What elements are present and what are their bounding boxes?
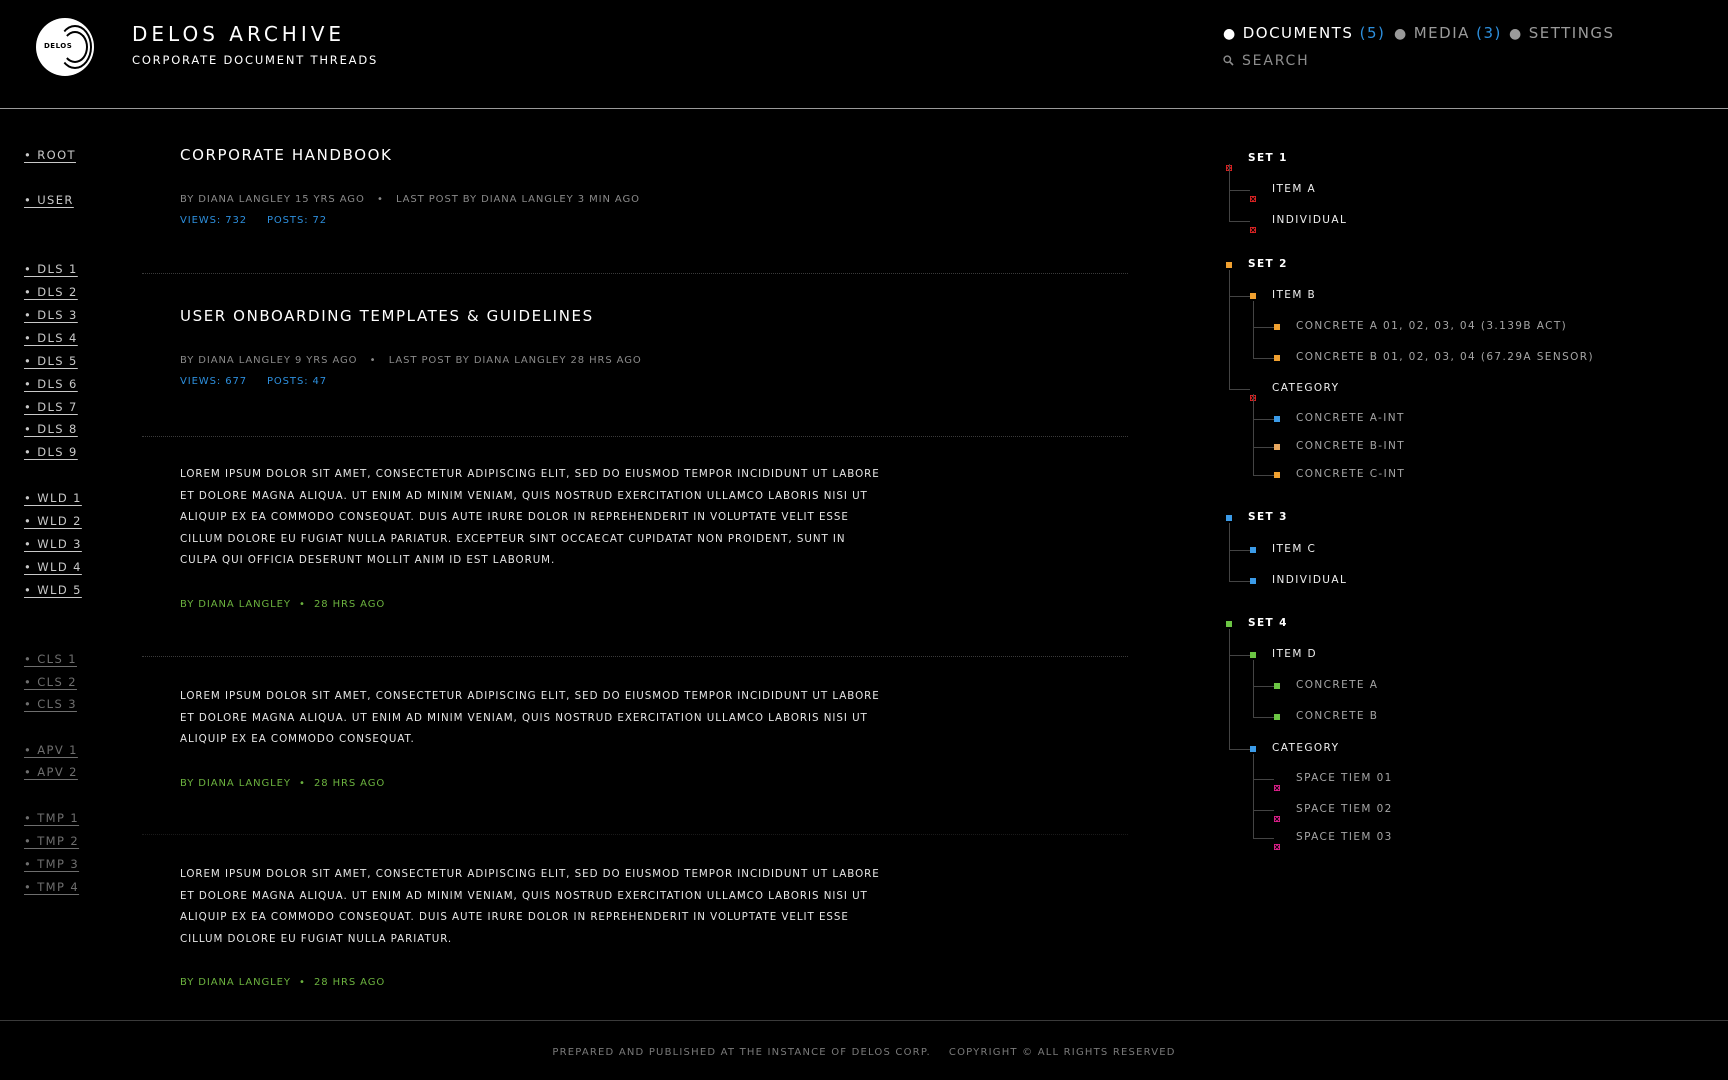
tree-item-label[interactable]: ITEM A bbox=[1272, 183, 1317, 195]
square-marker-icon bbox=[1226, 621, 1232, 627]
square-marker-icon bbox=[1250, 547, 1256, 553]
close-marker-icon bbox=[1250, 187, 1256, 193]
square-marker-icon bbox=[1226, 262, 1232, 268]
thread-meta: BY DIANA LANGLEY 15 YRS AGO • LAST POST BY DIANA LANGLEY 3 MIN AGO bbox=[180, 194, 640, 205]
thread-title[interactable]: USER ONBOARDING TEMPLATES & GUIDELINES bbox=[180, 307, 594, 325]
search-icon bbox=[1223, 55, 1234, 66]
square-marker-icon bbox=[1226, 515, 1232, 521]
tree-item-label[interactable]: CONCRETE B 01, 02, 03, 04 (67.29A SENSOR) bbox=[1296, 351, 1594, 363]
tree-connector-line bbox=[1229, 749, 1250, 750]
nav-bullet-icon: ● bbox=[1509, 26, 1523, 42]
logo-text: DELOS bbox=[44, 42, 73, 50]
sidebar-item-apv-1[interactable]: • APV 1 bbox=[24, 743, 78, 757]
square-marker-icon bbox=[1274, 714, 1280, 720]
square-marker-icon bbox=[1250, 578, 1256, 584]
delos-logo[interactable] bbox=[36, 18, 94, 76]
square-marker-icon bbox=[1274, 472, 1280, 478]
square-marker-icon bbox=[1274, 683, 1280, 689]
tree-connector-line bbox=[1253, 394, 1254, 475]
sidebar-item-dls-7[interactable]: • DLS 7 bbox=[24, 400, 78, 414]
search-input[interactable] bbox=[1223, 53, 1309, 69]
tree-connector-line bbox=[1253, 779, 1274, 780]
sidebar-item-dls-1[interactable]: • DLS 1 bbox=[24, 262, 78, 276]
close-marker-icon bbox=[1274, 807, 1280, 813]
search-placeholder: SEARCH bbox=[1242, 53, 1310, 69]
thread-views: VIEWS: 677 bbox=[180, 376, 247, 387]
tree-item-label[interactable]: CONCRETE A-INT bbox=[1296, 412, 1405, 424]
tree-connector-line bbox=[1253, 717, 1274, 718]
square-marker-icon bbox=[1274, 416, 1280, 422]
thread-stats bbox=[180, 215, 327, 226]
tree-connector-line bbox=[1253, 475, 1274, 476]
tree-item-label[interactable]: INDIVIDUAL bbox=[1272, 214, 1348, 226]
tree-item-label[interactable]: ITEM B bbox=[1272, 289, 1317, 301]
tree-item-label[interactable]: CONCRETE B bbox=[1296, 710, 1379, 722]
sidebar-item-cls-3[interactable]: • CLS 3 bbox=[24, 697, 77, 711]
footer-copyright: COPYRIGHT © ALL RIGHTS RESERVED bbox=[948, 1047, 1176, 1058]
sidebar-item-dls-4[interactable]: • DLS 4 bbox=[24, 331, 78, 345]
nav-settings[interactable] bbox=[1509, 24, 1615, 42]
sidebar-item-dls-9[interactable]: • DLS 9 bbox=[24, 445, 78, 459]
sidebar-item-wld-1[interactable]: • WLD 1 bbox=[24, 491, 82, 505]
tree-connector-line bbox=[1229, 190, 1250, 191]
post-meta: BY DIANA LANGLEY • 28 HRS AGO bbox=[180, 778, 386, 789]
tree-connector-line bbox=[1253, 447, 1274, 448]
app-title: DELOS ARCHIVE bbox=[132, 22, 346, 46]
footer-published: PREPARED AND PUBLISHED AT THE INSTANCE OF DELOS CORP. bbox=[552, 1047, 931, 1058]
sidebar-item-root[interactable]: • ROOT bbox=[24, 148, 76, 162]
post-meta: BY DIANA LANGLEY • 28 HRS AGO bbox=[180, 977, 386, 988]
sidebar-item-tmp-3[interactable]: • TMP 3 bbox=[24, 857, 80, 871]
tree-connector-line bbox=[1229, 296, 1250, 297]
tree-connector-line bbox=[1253, 754, 1254, 838]
nav-documents-label: DOCUMENTS bbox=[1242, 24, 1354, 42]
tree-connector-line bbox=[1253, 810, 1274, 811]
tree-connector-line bbox=[1253, 686, 1274, 687]
thread-meta: BY DIANA LANGLEY 9 YRS AGO • LAST POST BY DIANA LANGLEY 28 HRS AGO bbox=[180, 355, 642, 366]
nav-media-label: MEDIA bbox=[1413, 24, 1470, 42]
sidebar-item-wld-4[interactable]: • WLD 4 bbox=[24, 560, 82, 574]
thread-stats bbox=[180, 376, 327, 387]
post-body: LOREM IPSUM DOLOR SIT AMET, CONSECTETUR ADIPISCING ELIT, SED DO EIUSMOD TEMPOR INCIDIDUNT UT LABORE ET DOLORE MAGNA ALIQUA. UT ENIM AD MINIM VENIAM, QUIS NOSTRUD EXERCITATION ULLAMCO LABORIS NISI UT ALIQUIP EX EA COMMODO CONSEQUAT. DUIS AUTE IRURE DOLOR IN REPREHENDERIT IN VOLUPTATE VELIT ESSE CILLUM DOLORE EU FUGIAT NULLA PARIATUR. EXCEPTEUR SINT OCCAECAT CUPIDATAT NON PROIDENT, SUNT IN CULPA QUI OFFICIA DESERUNT MOLLIT ANIM ID EST LABORUM. bbox=[180, 468, 880, 567]
tree-connector-line bbox=[1229, 550, 1250, 551]
sidebar-item-wld-2[interactable]: • WLD 2 bbox=[24, 514, 82, 528]
close-marker-icon bbox=[1274, 835, 1280, 841]
tree-connector-line bbox=[1229, 221, 1250, 222]
tree-item-label[interactable]: CONCRETE C-INT bbox=[1296, 468, 1406, 480]
nav-bullet-icon: ● bbox=[1394, 26, 1408, 42]
tree-item-label[interactable]: SPACE TIEM 01 bbox=[1296, 772, 1393, 784]
tree-connector-line bbox=[1229, 655, 1250, 656]
header-divider bbox=[0, 108, 1728, 109]
thread-posts: POSTS: 72 bbox=[266, 215, 328, 226]
tree-item-label[interactable]: SPACE TIEM 03 bbox=[1296, 831, 1393, 843]
sidebar-item-tmp-1[interactable]: • TMP 1 bbox=[24, 811, 80, 825]
sidebar-item-user[interactable]: • USER bbox=[24, 193, 74, 207]
tree-connector-line bbox=[1229, 523, 1230, 581]
sidebar-item-wld-3[interactable]: • WLD 3 bbox=[24, 537, 82, 551]
close-marker-icon bbox=[1226, 156, 1232, 162]
close-marker-icon bbox=[1250, 386, 1256, 392]
sidebar-item-cls-2[interactable]: • CLS 2 bbox=[24, 675, 77, 689]
tree-item-label[interactable]: CONCRETE A 01, 02, 03, 04 (3.139B ACT) bbox=[1296, 320, 1568, 332]
sidebar-item-dls-3[interactable]: • DLS 3 bbox=[24, 308, 78, 322]
nav-bullet-icon: ● bbox=[1223, 26, 1237, 42]
sidebar-item-dls-6[interactable]: • DLS 6 bbox=[24, 377, 78, 391]
logo-ring-outer bbox=[58, 25, 92, 69]
tree-connector-line bbox=[1229, 270, 1230, 389]
nav-media-count: (3) bbox=[1476, 24, 1502, 42]
tree-item-label[interactable]: CATEGORY bbox=[1272, 742, 1340, 754]
tree-item-label[interactable]: CATEGORY bbox=[1272, 382, 1340, 394]
tree-item-label[interactable]: INDIVIDUAL bbox=[1272, 574, 1348, 586]
sidebar-item-tmp-4[interactable]: • TMP 4 bbox=[24, 880, 80, 894]
tree-connector-line bbox=[1229, 164, 1230, 221]
divider bbox=[142, 436, 1128, 437]
tree-item-label[interactable]: SET 4 bbox=[1248, 617, 1288, 629]
square-marker-icon bbox=[1274, 444, 1280, 450]
tree-connector-line bbox=[1253, 660, 1254, 717]
nav-media[interactable] bbox=[1394, 24, 1502, 42]
divider bbox=[142, 273, 1128, 274]
sidebar-item-apv-2[interactable]: • APV 2 bbox=[24, 765, 78, 779]
square-marker-icon bbox=[1250, 652, 1256, 658]
sidebar-item-tmp-2[interactable]: • TMP 2 bbox=[24, 834, 80, 848]
nav-documents[interactable] bbox=[1223, 24, 1385, 42]
divider bbox=[142, 656, 1128, 657]
sidebar-item-dls-5[interactable]: • DLS 5 bbox=[24, 354, 78, 368]
post-body: LOREM IPSUM DOLOR SIT AMET, CONSECTETUR ADIPISCING ELIT, SED DO EIUSMOD TEMPOR INCIDIDUNT UT LABORE ET DOLORE MAGNA ALIQUA. UT ENIM AD MINIM VENIAM, QUIS NOSTRUD EXERCITATION ULLAMCO LABORIS NISI UT ALIQUIP EX EA COMMODO CONSEQUAT. DUIS AUTE IRURE DOLOR IN REPREHENDERIT IN VOLUPTATE VELIT ESSE CILLUM DOLORE EU FUGIAT NULLA PARIATUR. bbox=[180, 868, 880, 945]
tree-connector-line bbox=[1253, 838, 1274, 839]
footer bbox=[0, 1047, 1728, 1058]
sidebar-item-cls-1[interactable]: • CLS 1 bbox=[24, 652, 77, 666]
square-marker-icon bbox=[1250, 746, 1256, 752]
close-marker-icon bbox=[1274, 776, 1280, 782]
tree-connector-line bbox=[1229, 629, 1230, 749]
thread-posts: POSTS: 47 bbox=[266, 376, 328, 387]
square-marker-icon bbox=[1250, 293, 1256, 299]
tree-connector-line bbox=[1253, 327, 1274, 328]
tree-item-label[interactable]: SET 2 bbox=[1248, 258, 1288, 270]
tree-item-label[interactable]: SET 1 bbox=[1248, 152, 1288, 164]
tree-connector-line bbox=[1253, 358, 1274, 359]
tree-connector-line bbox=[1229, 581, 1250, 582]
nav-settings-label: SETTINGS bbox=[1528, 24, 1615, 42]
sidebar-item-dls-8[interactable]: • DLS 8 bbox=[24, 422, 78, 436]
sidebar-item-wld-5[interactable]: • WLD 5 bbox=[24, 583, 82, 597]
tree-item-label[interactable]: SPACE TIEM 02 bbox=[1296, 803, 1393, 815]
post-body: LOREM IPSUM DOLOR SIT AMET, CONSECTETUR ADIPISCING ELIT, SED DO EIUSMOD TEMPOR INCIDIDUNT UT LABORE ET DOLORE MAGNA ALIQUA. UT ENIM AD MINIM VENIAM, QUIS NOSTRUD EXERCITATION ULLAMCO LABORIS NISI UT ALIQUIP EX EA COMMODO CONSEQUAT. bbox=[180, 690, 880, 746]
tree-item-label[interactable]: SET 3 bbox=[1248, 511, 1288, 523]
square-marker-icon bbox=[1274, 355, 1280, 361]
tree-item-label[interactable]: CONCRETE B-INT bbox=[1296, 440, 1406, 452]
post-meta: BY DIANA LANGLEY • 28 HRS AGO bbox=[180, 599, 386, 610]
thread-views: VIEWS: 732 bbox=[180, 215, 247, 226]
tree-item-label[interactable]: CONCRETE A bbox=[1296, 679, 1379, 691]
footer-divider bbox=[0, 1020, 1728, 1021]
divider bbox=[142, 834, 1128, 835]
app-subtitle: CORPORATE DOCUMENT THREADS bbox=[132, 53, 379, 67]
square-marker-icon bbox=[1274, 324, 1280, 330]
tree-connector-line bbox=[1253, 419, 1274, 420]
tree-connector-line bbox=[1253, 301, 1254, 358]
tree-item-label[interactable]: ITEM C bbox=[1272, 543, 1317, 555]
sidebar-item-dls-2[interactable]: • DLS 2 bbox=[24, 285, 78, 299]
thread-title[interactable]: CORPORATE HANDBOOK bbox=[180, 146, 393, 164]
tree-connector-line bbox=[1229, 389, 1250, 390]
tree-item-label[interactable]: ITEM D bbox=[1272, 648, 1318, 660]
nav-documents-count: (5) bbox=[1359, 24, 1386, 42]
close-marker-icon bbox=[1250, 218, 1256, 224]
